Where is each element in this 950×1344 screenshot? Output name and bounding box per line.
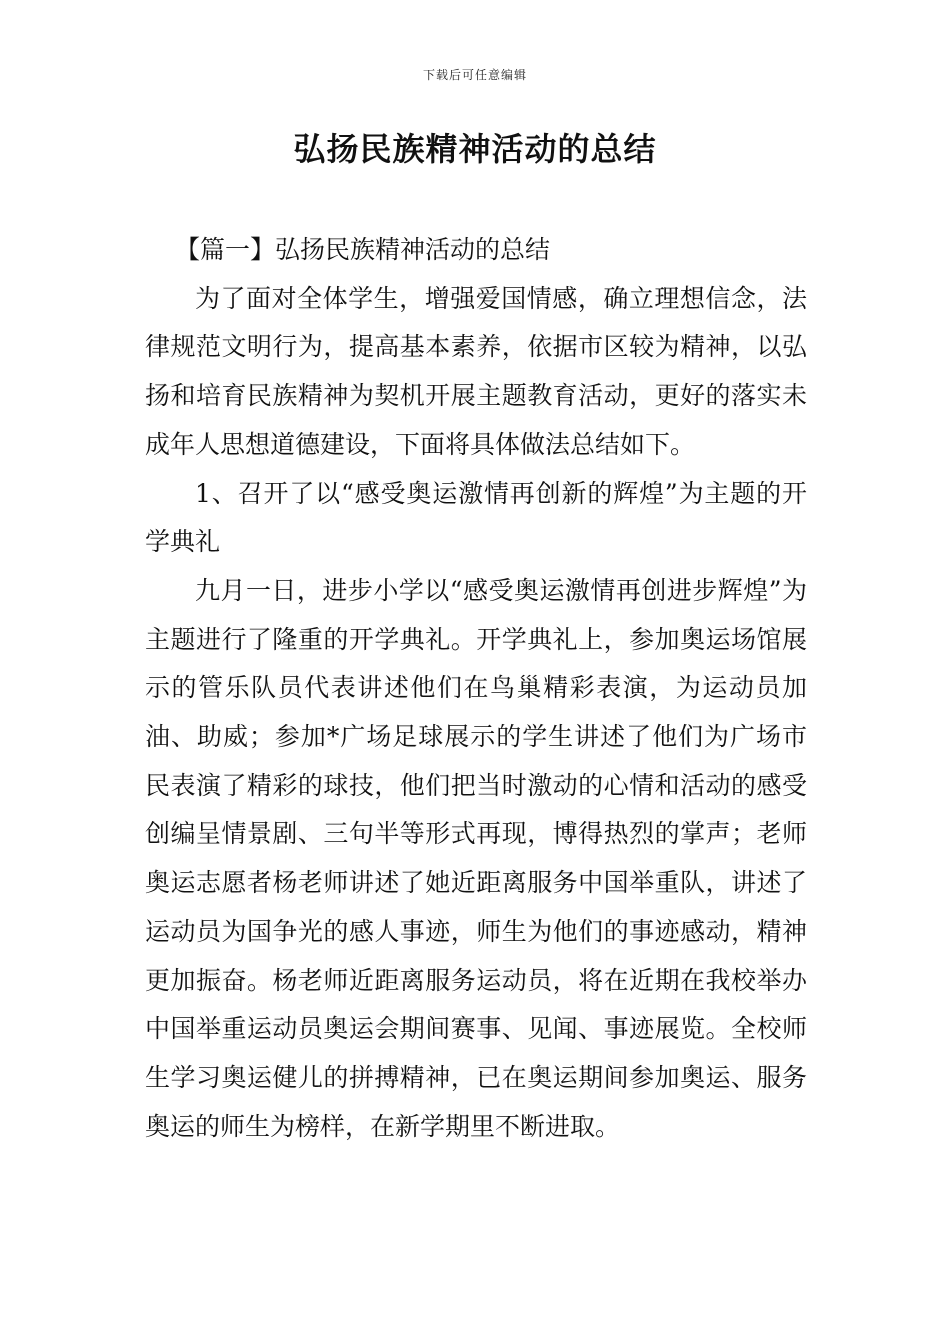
document-title: 弘扬民族精神活动的总结 [293,130,657,168]
paragraph-intro: 为了面对全体学生，增强爱国情感，确立理想信念，法律规范文明行为，提高基本素养，依据市区较为精神，以弘扬和培育民族精神为契机开展主题教育活动，更好的落实未成年人思想道德建设，下面将具体做法总结如下。 [145,283,807,459]
header-note: 下载后可任意编辑 [422,68,527,82]
section-heading: 【篇一】弘扬民族精神活动的总结 [175,235,551,264]
paragraph-item-1: 1、召开了以“感受奥运激情再创新的辉煌”为主题的开学典礼 [145,478,807,557]
paragraph-opening-ceremony: 九月一日，进步小学以“感受奥运激情再创进步辉煌”为主题进行了隆重的开学典礼。开学典礼上，参加奥运场馆展示的管乐队员代表讲述他们在鸟巢精彩表演，为运动员加油、助威；参加*广场足球展示的学生讲述了他们为广场市民表演了精彩的球技，他们把当时激动的心情和活动的感受创编呈情景剧、三句半等形式再现，博得热烈的掌声；老师奥运志愿者杨老师讲述了她近距离服务中国举重队，讲述了运动员为国争光的感人事迹，师生为他们的事迹感动，精神更加振奋。杨老师近距离服务运动员，将在近期在我校举办中国举重运动员奥运会期间赛事、见闻、事迹展览。全校师生学习奥运健儿的拼搏精神，已在奥运期间参加奥运、服务奥运的师生为榜样，在新学期里不断进取。 [145,575,807,1141]
document-body [145,226,807,1151]
